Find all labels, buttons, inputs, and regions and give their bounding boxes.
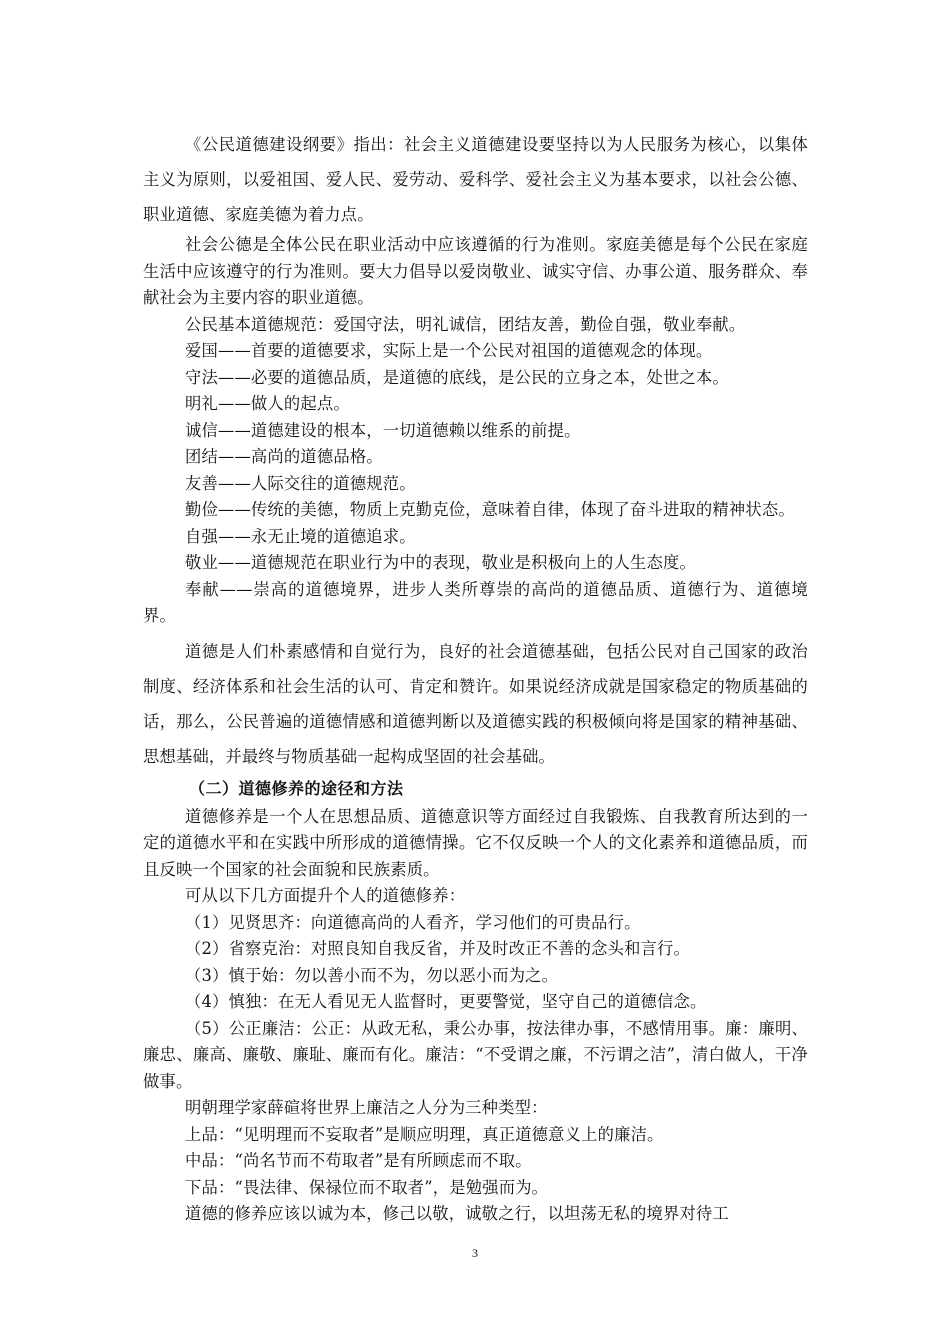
- grade-upper: 上品：“见明理而不妄取者”是顺应明理，真正道德意义上的廉洁。: [185, 1124, 664, 1144]
- paragraph-social-morality: 社会公德是全体公民在职业活动中应该遵循的行为准则。家庭美德是每个公民在家庭生活中应该遵守的行为准则。要大力倡导以爱岗敬业、诚实守信、办事公道、服务群众、奉献社会为主要内容的职业道德。: [143, 235, 808, 307]
- grade-lower: 下品：“畏法律、保禄位而不取者”，是勉强而为。: [185, 1177, 549, 1197]
- list-item-1: （1）见贤思齐：向道德高尚的人看齐，学习他们的可贵品行。: [185, 912, 641, 932]
- norm-courtesy: 明礼——做人的起点。: [185, 394, 350, 413]
- list-item-2: （2）省察克治：对照良知自我反省，并及时改正不善的念头和言行。: [185, 939, 690, 958]
- norm-friendliness: 友善——人际交往的道德规范。: [185, 473, 416, 493]
- paragraph-closing: 道德的修养应该以诚为本，修己以敬，诚敬之行，以坦荡无私的境界对待工: [185, 1204, 729, 1223]
- paragraph-basic-norms: 公民基本道德规范：爱国守法，明礼诚信，团结友善，勤俭自强，敬业奉献。: [185, 314, 746, 334]
- paragraph-cultivation-intro: 可从以下几方面提升个人的道德修养：: [185, 886, 466, 905]
- grade-middle: 中品：“尚名节而不苟取者”是有所顾虑而不取。: [185, 1151, 532, 1170]
- section-heading: （二）道德修养的途径和方法: [189, 778, 404, 798]
- list-item-4: （4）慎独：在无人看见无人监督时，更要警觉，坚守自己的道德信念。: [185, 992, 707, 1011]
- norm-integrity: 诚信——道德建设的根本，一切道德赖以维系的前提。: [185, 420, 581, 440]
- list-item-5: （5）公正廉洁：公正：从政无私，秉公办事，按法律办事，不感情用事。廉：廉明、廉忠、廉高、廉敬、廉耻、廉而有化。廉洁：“不受谓之廉，不污谓之洁”，清白做人，干净做事。: [143, 1018, 808, 1091]
- norm-dedication-to-work: 敬业——道德规范在职业行为中的表现，敬业是积极向上的人生态度。: [185, 553, 696, 572]
- norm-unity: 团结——高尚的道德品格。: [185, 447, 383, 466]
- page-body: [143, 127, 808, 1228]
- norm-diligence-thrift: 勤俭——传统的美德，物质上克勤克俭，意味着自律，体现了奋斗进取的精神状态。: [185, 500, 795, 519]
- norm-devotion: 奉献——崇高的道德境界，进步人类所尊崇的高尚的道德品质、道德行为、道德境界。: [143, 579, 808, 625]
- paragraph-moral-foundation: 道德是人们朴素感情和自觉行为，良好的社会道德基础，包括公民对自己国家的政治制度、经济体系和社会生活的认可、肯定和赞许。如果说经济成就是国家稳定的物质基础的话，那么，公民普遍的道德情感和道德判断以及道德实践的积极倾向将是国家的精神基础、思想基础，并最终与物质基础一起构成坚固的社会基础。: [143, 641, 808, 766]
- list-item-3: （3）慎于始：勿以善小而不为，勿以恶小而为之。: [185, 965, 559, 985]
- page-number: 3: [472, 1246, 478, 1260]
- norm-self-improvement: 自强——永无止境的道德追求。: [185, 526, 416, 546]
- paragraph-citizen-morality-outline: 《公民道德建设纲要》指出：社会主义道德建设要坚持以为人民服务为核心，以集体主义为原则，以爱祖国、爱人民、爱劳动、爱科学、爱社会主义为基本要求，以社会公德、职业道德、家庭美德为着力点。: [143, 135, 808, 224]
- paragraph-xue-xuan: 明朝理学家薛碹将世界上廉洁之人分为三种类型：: [185, 1098, 548, 1117]
- norm-law-abiding: 守法——必要的道德品质，是道德的底线，是公民的立身之本，处世之本。: [185, 367, 729, 387]
- paragraph-cultivation-definition: 道德修养是一个人在思想品质、道德意识等方面经过自我锻炼、自我教育所达到的一定的道德水平和在实践中所形成的道德情操。它不仅反映一个人的文化素养和道德品质，而且反映一个国家的社会面貌和民族素质。: [143, 806, 808, 879]
- norm-patriotism: 爱国——首要的道德要求，实际上是一个公民对祖国的道德观念的体现。: [185, 341, 713, 360]
